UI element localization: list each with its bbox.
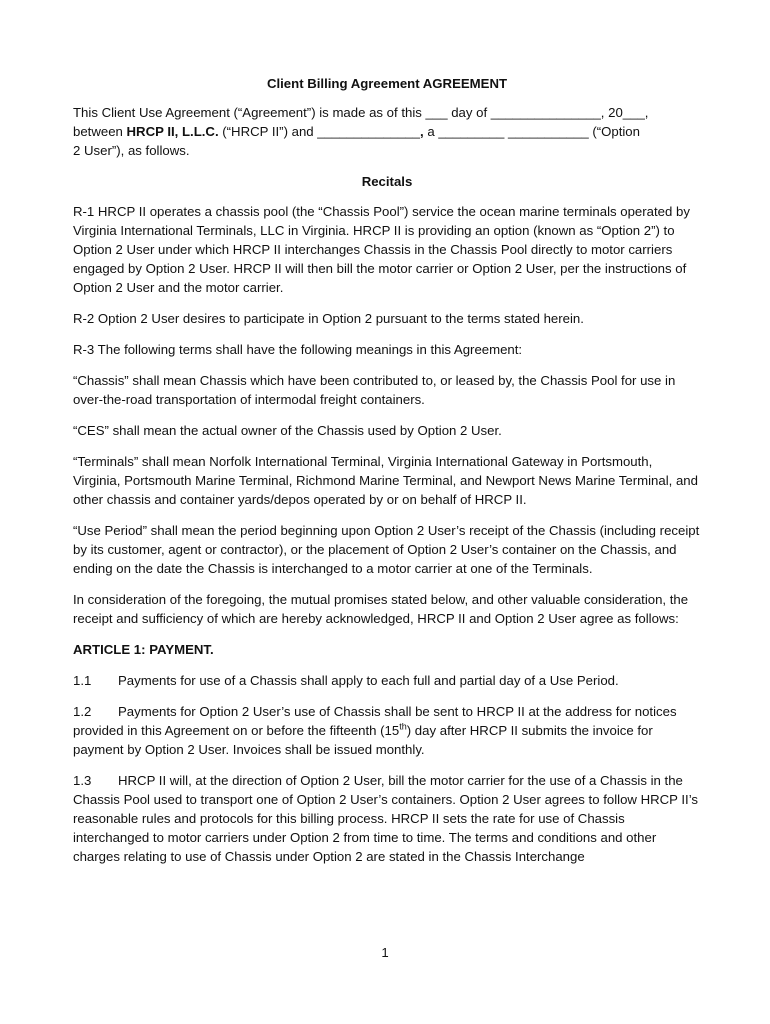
page-number: 1: [381, 945, 389, 960]
section-1-2-superscript: th: [399, 721, 407, 732]
section-1-2-text-b: ) day after HRCP II submits the invoice for payment by Option 2 User. Invoices shall be issued monthly.: [73, 723, 653, 757]
section-1-1: [73, 671, 701, 690]
section-1-3-number: 1.3: [73, 773, 92, 788]
section-1-2-text-a: Payments for Option 2 User’s use of Chassis shall be sent to HRCP II at the address for notices provided in this Agreement on or before the fifteenth (15: [73, 704, 677, 738]
intro-line-3: 2 User”), as follows.: [73, 143, 190, 158]
section-1-1-text: Payments for use of a Chassis shall apply to each full and partial day of a Use Period.: [118, 673, 619, 688]
section-1-3-text: HRCP II will, at the direction of Option 2 User, bill the motor carrier for the use of a Chassis in the Chassis Pool used to transport one of Option 2 User’s containers. Option 2 User agrees to follow HRCP II’s reasonable rules and protocols for this billing process. HRCP II sets the rate for use of Chassis interchanged to motor carriers under Option 2 from time to time. The terms and conditions and other charges relating to use of Chassis under Option 2 are stated in the Chassis Interchange: [73, 773, 699, 864]
document-title: Client Billing Agreement AGREEMENT: [266, 76, 508, 91]
section-1-2: [73, 702, 701, 759]
recital-r1: R-1 HRCP II operates a chassis pool (the “Chassis Pool”) service the ocean marine terminals operated by Virginia International Terminals, LLC in Virginia. HRCP II is providing an option (known as “Option 2”) to Option 2 User under which HRCP II interchanges Chassis in the Chassis Pool directly to motor carriers engaged by Option 2 User. HRCP II will then bill the motor carrier or Option 2 User, per the instructions of Option 2 User and the motor carrier.: [73, 204, 690, 295]
recitals-heading: Recitals: [361, 174, 413, 189]
intro-line-2-post: a _________ ___________ (“Option: [423, 124, 640, 139]
document-body: [73, 74, 701, 878]
intro-line-2-pre: between: [73, 124, 127, 139]
intro-line-2-mid: (“HRCP II”) and ______________: [218, 124, 420, 139]
section-1-2-number: 1.2: [73, 704, 92, 719]
intro-bold-comma: ,: [419, 124, 424, 139]
recital-r3: R-3 The following terms shall have the following meanings in this Agreement:: [73, 342, 523, 357]
definition-use-period: “Use Period” shall mean the period beginning upon Option 2 User’s receipt of the Chassis (including receipt by its customer, agent or contractor), or the placement of Option 2 User’s container on the Chassis, and ending on the date the Chassis is interchanged to a motor carrier at one of the Terminals.: [73, 523, 700, 576]
intro-line-1: This Client Use Agreement (“Agreement”) is made as of this ___ day of _______________, 20___,: [73, 105, 649, 120]
definition-terminals: “Terminals” shall mean Norfolk International Terminal, Virginia International Gateway in Portsmouth, Virginia, Portsmouth Marine Terminal, Richmond Marine Terminal, and Newport News Marine Terminal, and other chassis and container yards/depos operated by or on behalf of HRCP II.: [73, 454, 698, 507]
recital-r2: R-2 Option 2 User desires to participate in Option 2 pursuant to the terms stated herein.: [73, 311, 584, 326]
section-1-1-number: 1.1: [73, 673, 92, 688]
consideration-paragraph: In consideration of the foregoing, the mutual promises stated below, and other valuable consideration, the receipt and sufficiency of which are hereby acknowledged, HRCP II and Option 2 User agree as follows:: [73, 592, 689, 626]
definition-chassis: “Chassis” shall mean Chassis which have been contributed to, or leased by, the Chassis Pool for use in over-the-road transportation of intermodal freight containers.: [73, 373, 676, 407]
definition-ces: “CES” shall mean the actual owner of the Chassis used by Option 2 User.: [73, 423, 502, 438]
intro-paragraph: [73, 103, 701, 160]
article-1-heading: ARTICLE 1: PAYMENT.: [73, 642, 214, 657]
company-name: HRCP II, L.L.C.: [126, 124, 219, 139]
section-1-3: [73, 771, 701, 866]
